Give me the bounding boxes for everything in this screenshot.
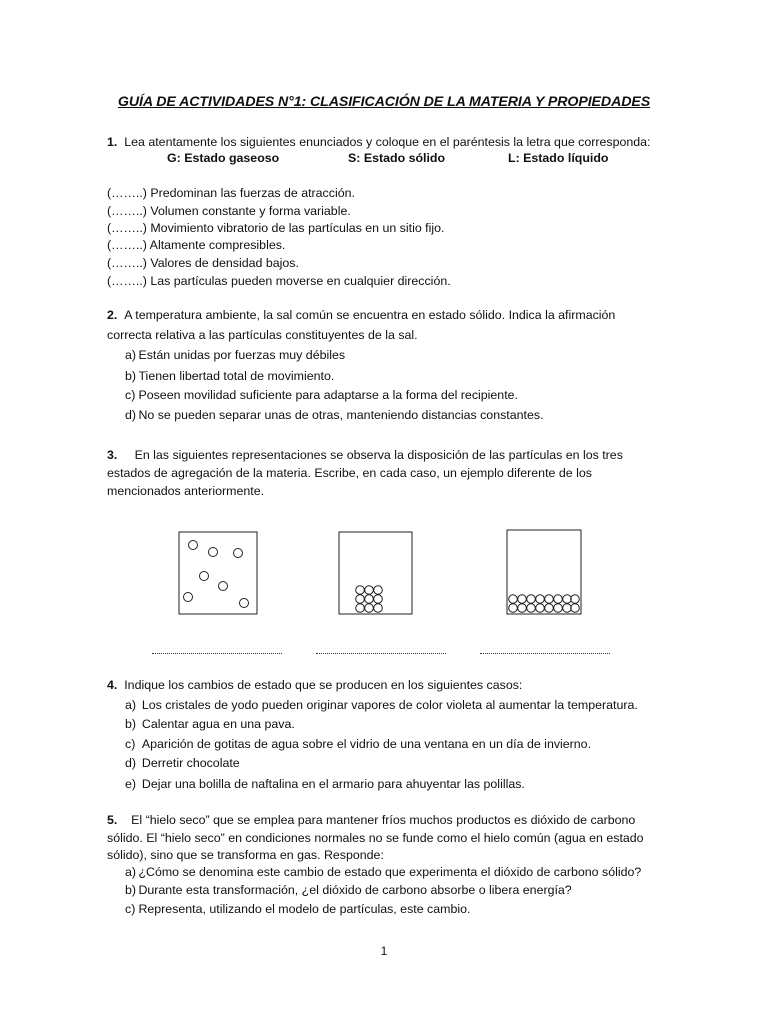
q2-prompt-1: A temperatura ambiente, la sal común se encuentra en estado sólido. Indica la afirmación — [124, 308, 616, 322]
q3-number: 3. — [107, 448, 118, 462]
liquid-particles — [509, 595, 580, 613]
q4-option-a: a) Los cristales de yodo pueden originar vapores de color violeta al aumentar la temperatura. — [125, 698, 638, 712]
q4-option-c: c) Aparición de gotitas de agua sobre el vidrio de una ventana en un día de invierno. — [125, 737, 592, 751]
q2-option-c: c) Poseen movilidad suficiente para adaptarse a la forma del recipiente. — [125, 388, 518, 402]
solid-container — [339, 532, 412, 614]
q2-option-b: b) Tienen libertad total de movimiento. — [125, 369, 335, 383]
q5-prompt-line-1 — [107, 812, 635, 828]
gas-container — [179, 532, 257, 614]
q5-option-c: c) Representa, utilizando el modelo de partículas, este cambio. — [125, 902, 471, 916]
q2-prompt-line-2: correcta relativa a las partículas constituyentes de la sal. — [107, 328, 418, 342]
answer-blank-liquid[interactable] — [480, 652, 610, 654]
page-title: GUÍA DE ACTIVIDADES N°1: CLASIFICACIÓN DE LA MATERIA Y PROPIEDADES — [117, 94, 651, 110]
legend-gaseous: G: Estado gaseoso — [167, 151, 280, 165]
q4-option-b: b) Calentar agua en una pava. — [125, 717, 295, 731]
q1-item-2: (……..) Volumen constante y forma variable. — [107, 204, 351, 218]
q5-prompt-line-2: sólido. El “hielo seco” en condiciones normales no se funde como el hielo común (agua en estado — [107, 831, 644, 845]
legend-liquid: L: Estado líquido — [508, 151, 609, 165]
q4-prompt-line — [107, 677, 522, 693]
q4-option-d: d) Derretir chocolate — [125, 756, 240, 770]
q3-prompt-1: En las siguientes representaciones se observa la disposición de las partículas en los tres — [134, 448, 623, 462]
q1-item-1: (……..) Predominan las fuerzas de atracción. — [107, 186, 355, 200]
q2-option-d: d) No se pueden separar unas de otras, manteniendo distancias constantes. — [125, 408, 544, 422]
q2-option-a: a) Están unidas por fuerzas muy débiles — [125, 348, 346, 362]
q2-number: 2. — [107, 308, 118, 322]
q5-prompt-1: El “hielo seco” que se emplea para mantener fríos muchos productos es dióxido de carbono — [131, 813, 636, 827]
q5-number: 5. — [107, 813, 118, 827]
q4-option-e: e) Dejar una bolilla de naftalina en el armario para ahuyentar las polillas. — [125, 777, 525, 791]
page-number: 1 — [380, 944, 388, 958]
gas-particles — [184, 541, 249, 608]
solid-particles — [356, 586, 383, 613]
q3-prompt-line-3: mencionados anteriormente. — [107, 484, 265, 498]
q1-item-3: (……..) Movimiento vibratorio de las partículas en un sitio fijo. — [107, 221, 445, 235]
legend-solid: S: Estado sólido — [348, 151, 446, 165]
q1-item-4: (……..) Altamente compresibles. — [107, 238, 286, 252]
q4-prompt: Indique los cambios de estado que se producen en los siguientes casos: — [124, 678, 523, 692]
answer-blank-gas[interactable] — [152, 652, 282, 654]
q5-option-a: a) ¿Cómo se denomina este cambio de estado que experimenta el dióxido de carbono sólido? — [125, 865, 642, 879]
q5-option-b: b) Durante esta transformación, ¿el dióxido de carbono absorbe o libera energía? — [125, 883, 572, 897]
q1-item-6: (……..) Las partículas pueden moverse en cualquier dirección. — [107, 274, 451, 288]
q4-number: 4. — [107, 678, 118, 692]
answer-blank-solid[interactable] — [316, 652, 446, 654]
q5-prompt-line-3: sólido), sino que se transforma en gas. Responde: — [107, 848, 384, 862]
q1-number: 1. — [107, 135, 118, 149]
q1-prompt: Lea atentamente los siguientes enunciados y coloque en el paréntesis la letra que corresponda: — [124, 135, 651, 149]
q1-item-5: (……..) Valores de densidad bajos. — [107, 256, 299, 270]
q3-prompt-line-2: estados de agregación de la materia. Escribe, en cada caso, un ejemplo diferente de los — [107, 466, 592, 480]
